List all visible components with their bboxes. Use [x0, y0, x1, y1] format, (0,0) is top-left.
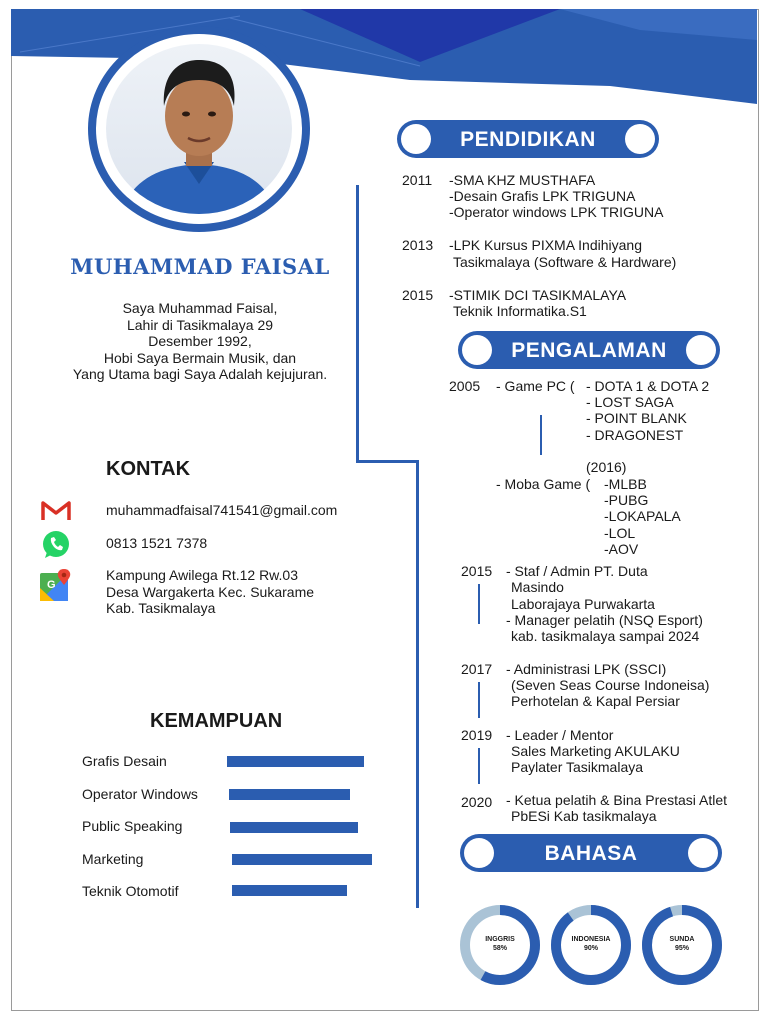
- game-item: -LOKAPALA: [604, 508, 681, 524]
- edu-year: 2013: [402, 237, 434, 253]
- exp-text: Masindo: [511, 579, 564, 595]
- exp-text: - Administrasi LPK (SSCI): [506, 661, 667, 677]
- email-text[interactable]: [106, 502, 337, 519]
- kontak-title: KONTAK: [106, 458, 191, 480]
- exp-text: - Ketua pelatih & Bina Prestasi Atlet: [506, 792, 728, 808]
- skill-label: Operator Windows: [82, 786, 198, 802]
- skill-label: Grafis Desain: [82, 753, 167, 769]
- svg-text:G: G: [47, 579, 56, 591]
- bahasa-title: BAHASA: [544, 842, 638, 865]
- exp-text: - Staf / Admin PT. Duta: [506, 563, 648, 579]
- exp-text: Perhotelan & Kapal Persiar: [511, 693, 680, 709]
- game-item: - LOST SAGA: [586, 394, 674, 410]
- pengalaman-title: PENGALAMAN: [511, 339, 667, 362]
- edu-text: -SMA KHZ MUSTHAFA: [449, 172, 596, 188]
- divider-line: [356, 185, 359, 463]
- address-text: [106, 567, 314, 617]
- edu-text: -LPK Kursus PIXMA Indihiyang: [449, 237, 642, 253]
- timeline-tick: [540, 415, 542, 455]
- game-item: - POINT BLANK: [586, 410, 687, 426]
- pendidikan-title: PENDIDIKAN: [460, 128, 596, 151]
- about-line: Lahir di Tasikmalaya 29: [126, 316, 274, 333]
- skill-bar: [232, 854, 372, 865]
- exp-year: 2015: [461, 563, 493, 579]
- exp-text: Paylater Tasikmalaya: [511, 759, 644, 775]
- skill-label: Teknik Otomotif: [82, 883, 179, 899]
- language-name: INDONESIA: [571, 936, 611, 943]
- language-percent: 58%: [492, 945, 507, 952]
- language-name: SUNDA: [669, 936, 695, 943]
- game-item: -LOL: [604, 525, 636, 541]
- about-line: Saya Muhammad Faisal,: [122, 300, 278, 316]
- timeline-tick: [478, 748, 480, 784]
- exp-text: (Seven Seas Course Indoneisa): [511, 677, 710, 693]
- exp-text: - Moba Game (: [496, 476, 591, 492]
- pengalaman-header: [458, 331, 720, 369]
- language-name: INGGRIS: [485, 936, 515, 943]
- bahasa-header: [460, 834, 722, 872]
- timeline-tick: [478, 682, 480, 718]
- edu-text: Teknik Informatika.S1: [453, 303, 587, 319]
- edu-text: Tasikmalaya (Software & Hardware): [453, 254, 677, 270]
- language-label: [647, 935, 717, 953]
- person-name: MUHAMMAD FAISAL: [70, 254, 330, 279]
- exp-year: 2019: [461, 727, 493, 743]
- language-label: [465, 935, 535, 953]
- maps-icon: [38, 568, 74, 604]
- address-line: Kab. Tasikmalaya: [106, 600, 216, 616]
- edu-text: -STIMIK DCI TASIKMALAYA: [449, 287, 627, 303]
- address-line: Kampung Awilega Rt.12 Rw.03: [106, 567, 298, 583]
- edu-text: -Desain Grafis LPK TRIGUNA: [449, 188, 636, 204]
- exp-year: 2020: [461, 794, 493, 810]
- exp-year: 2017: [461, 661, 493, 677]
- phone-text[interactable]: [106, 535, 207, 552]
- divider-line: [416, 460, 419, 908]
- edu-year: 2011: [402, 172, 433, 188]
- language-label: [556, 935, 626, 953]
- about-line: Yang Utama bagi Saya Adalah kejujuran.: [72, 366, 328, 382]
- language-percent: 95%: [674, 945, 689, 952]
- game-item: -AOV: [604, 541, 639, 557]
- exp-text: - Game PC (: [496, 378, 575, 394]
- skill-bar: [229, 789, 350, 800]
- exp-text: Sales Marketing AKULAKU: [511, 743, 680, 759]
- email-value: muhammadfaisal741541@gmail.com: [106, 502, 338, 518]
- about-line: Hobi Saya Bermain Musik, dan: [103, 349, 297, 366]
- game-item: - DRAGONEST: [586, 427, 684, 443]
- exp-text: - Manager pelatih (NSQ Esport): [506, 612, 703, 628]
- skill-label: Public Speaking: [82, 818, 183, 834]
- exp-text: PbESi Kab tasikmalaya: [511, 808, 657, 824]
- kemampuan-title: KEMAMPUAN: [150, 710, 283, 732]
- edu-text: -Operator windows LPK TRIGUNA: [449, 204, 664, 220]
- language-percent: 90%: [583, 945, 598, 952]
- edu-year: 2015: [402, 287, 434, 303]
- timeline-tick: [478, 584, 480, 624]
- exp-year: (2016): [586, 459, 627, 475]
- about-text: [30, 300, 370, 383]
- gmail-icon: [40, 498, 72, 522]
- skill-label: Marketing: [82, 851, 144, 867]
- skill-bar: [230, 822, 358, 833]
- game-item: -PUBG: [604, 492, 649, 508]
- whatsapp-icon: [40, 529, 72, 561]
- phone-value: 0813 1521 7378: [106, 535, 208, 551]
- profile-photo-frame: [88, 26, 310, 232]
- pendidikan-header: [397, 120, 659, 158]
- exp-text: Laborajaya Purwakarta: [511, 596, 655, 612]
- divider-line: [356, 460, 418, 463]
- skill-bar: [232, 885, 347, 896]
- exp-year: 2005: [449, 378, 481, 394]
- about-line: Desember 1992,: [148, 333, 252, 349]
- game-item: -MLBB: [604, 476, 647, 492]
- exp-text: kab. tasikmalaya sampai 2024: [511, 628, 700, 644]
- game-item: - DOTA 1 & DOTA 2: [586, 378, 710, 394]
- skill-bar: [227, 756, 364, 767]
- address-line: Desa Wargakerta Kec. Sukarame: [106, 583, 315, 600]
- exp-text: - Leader / Mentor: [506, 727, 614, 743]
- portrait: [106, 44, 292, 214]
